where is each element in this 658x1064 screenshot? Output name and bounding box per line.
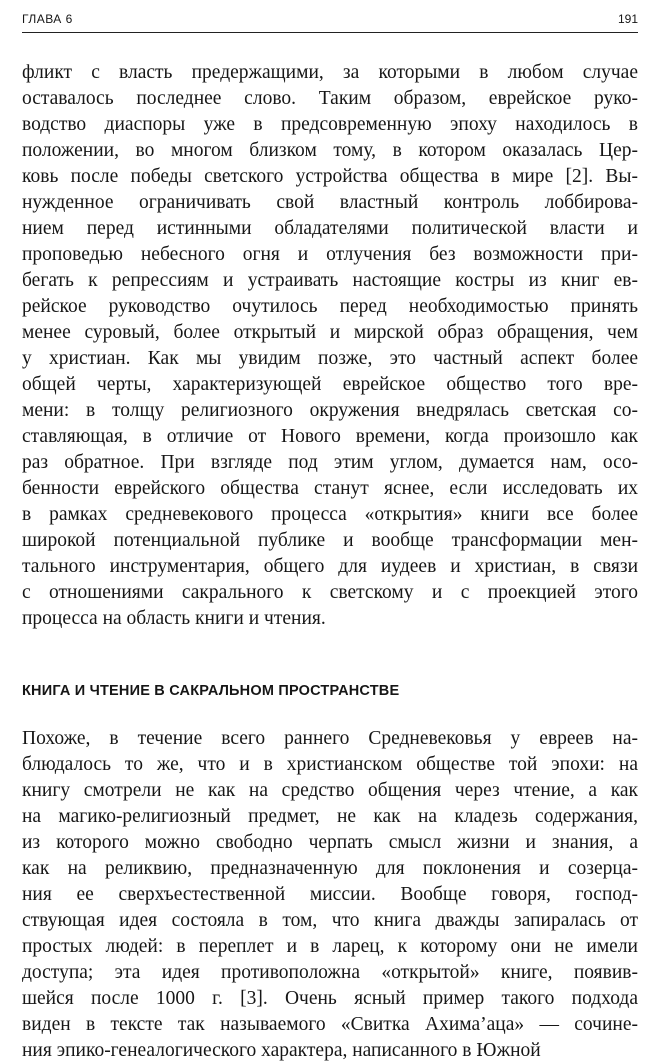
text-line: в рамках средневекового процесса «открытия» книги все более — [22, 504, 638, 525]
text-line: ния ее сверхъестественной миссии. Вообще говоря, господ- — [22, 884, 638, 905]
text-line: Похоже, в течение всего раннего Средневековья у евреев на- — [22, 728, 638, 749]
text-line: виден в тексте так называемого «Свитка Ахима’аца» — сочине- — [22, 1014, 638, 1035]
text-line: нужденное ограничивать свой властный контроль лоббирова- — [22, 192, 638, 213]
text-line: положении, во многом близком тому, в котором оказалась Цер- — [22, 140, 638, 161]
text-line: шейся после 1000 г. [3]. Очень ясный пример такого подхода — [22, 988, 638, 1009]
page-number: 191 — [617, 12, 638, 26]
text-line: нием перед истинными обладателями политической власти и — [22, 218, 638, 239]
text-line: оставалось последнее слово. Таким образом, еврейское руко- — [22, 88, 638, 109]
text-line: бегать к репрессиям и устраивать настоящие костры из книг ев- — [22, 270, 638, 291]
text-line: на магико-религиозный предмет, не как на кладезь содержания, — [22, 806, 638, 827]
text-line: ствующая идея состояла в том, что книга дважды запиралась от — [22, 910, 638, 931]
text-line: проповедью небесного огня и отлучения без возможности при- — [22, 244, 638, 265]
text-line: как на реликвию, предназначенную для поклонения и созерца- — [22, 858, 638, 879]
text-line: простых людей: в переплет и в ларец, к которому они не имели — [22, 936, 638, 957]
text-line: ковь после победы светского устройства общества в мире [2]. Вы- — [22, 166, 638, 187]
text-line: с отношениями сакрального к светскому и с проекцией этого — [22, 582, 638, 603]
text-line: книгу смотрели не как на средство общения через чтение, а как — [22, 780, 638, 801]
text-line: водство диаспоры уже в предсовременную эпоху находилось в — [22, 114, 638, 135]
text-line: общей черты, характеризующей еврейское общество того вре- — [22, 374, 638, 395]
text-line: процесса на область книги и чтения. — [22, 608, 326, 629]
text-line: широкой потенциальной публике и вообще трансформации мен- — [22, 530, 638, 551]
text-line: блюдалось то же, что и в христианском обществе той эпохи: на — [22, 754, 638, 775]
text-line: доступа; эта идея противоположна «открытой» книге, появив- — [22, 962, 638, 983]
text-line: у христиан. Как мы увидим позже, это частный аспект более — [22, 348, 638, 369]
text-line: раз обратное. При взгляде под этим углом, думается нам, осо- — [22, 452, 638, 473]
text-line: ставляющая, в отличие от Нового времени, когда произошло как — [22, 426, 638, 447]
text-line: бенности еврейского общества станут яснее, если исследовать их — [22, 478, 638, 499]
header-rule — [22, 32, 638, 33]
text-line: ния эпико-генеалогического характера, написанного в Южной — [22, 1040, 541, 1061]
paragraph-1 — [22, 60, 638, 632]
text-line: рейское руководство очутилось перед необходимостью принять — [22, 296, 638, 317]
text-line: менее суровый, более открытый и мирской образ обращения, чем — [22, 322, 638, 343]
paragraph-2 — [22, 726, 638, 1064]
text-line: из которого можно свободно черпать смысл жизни и знания, а — [22, 832, 638, 853]
chapter-title: ГЛАВА 6 — [22, 12, 73, 26]
text-line: тального инструментария, общего для иудеев и христиан, в связи — [22, 556, 638, 577]
text-line: мени: в толщу религиозного окружения внедрялась светская со- — [22, 400, 638, 421]
section-heading: КНИГА И ЧТЕНИЕ В САКРАЛЬНОМ ПРОСТРАНСТВЕ — [22, 683, 400, 699]
running-header — [22, 10, 638, 30]
text-line: фликт с власть предержащими, за которыми в любом случае — [22, 62, 638, 83]
